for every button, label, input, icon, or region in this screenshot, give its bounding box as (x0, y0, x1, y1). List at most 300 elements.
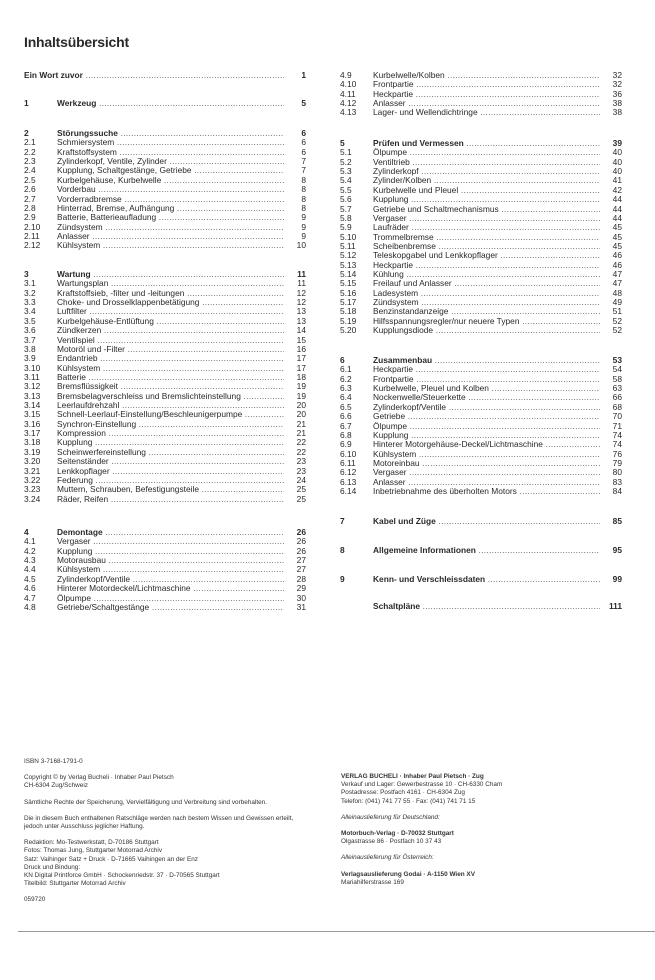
toc-entry-title: Leerlaufdrehzahl ..... (57, 401, 284, 410)
toc-entry[interactable] (340, 326, 622, 335)
toc-entry-number: 2.4 (24, 165, 36, 176)
toc-chapter-entry[interactable] (340, 356, 622, 365)
toc-entry-title: Federung ..... (57, 476, 284, 485)
toc-entry-title: Kraftstoffsystem ..... (57, 148, 284, 157)
toc-entry-page: 32 (612, 70, 622, 80)
toc-entry-number: 6.10 (340, 448, 357, 459)
toc-entry[interactable] (340, 108, 622, 117)
toc-entry[interactable] (24, 401, 306, 410)
toc-entry[interactable] (340, 148, 622, 157)
toc-entry-number: 5.16 (340, 287, 357, 298)
toc-entry-page: 79 (612, 457, 622, 468)
toc-entry-page: 24 (296, 474, 306, 485)
toc-entry-title: Motoreinbau ..... (373, 459, 600, 468)
toc-entry-page: 25 (296, 484, 306, 495)
toc-entry[interactable] (340, 186, 622, 195)
toc-entry-title: Zylinderkopf, Ventile, Zylinder ..... (57, 157, 284, 166)
toc-entry-number: 5.19 (340, 315, 357, 326)
toc-entry-number: 4 (24, 527, 29, 537)
toc-entry-title: Kupplung ..... (57, 547, 284, 556)
toc-entry-number: 3.21 (24, 465, 41, 476)
toc-entry[interactable] (24, 448, 306, 457)
toc-entry-title: Ein Wort zuvor ..... (24, 71, 284, 80)
toc-entry-page: 13 (296, 306, 306, 317)
toc-entry-title: Anlasser ..... (373, 99, 600, 108)
toc-entry-title: Kupplungsdiode ..... (373, 326, 600, 335)
toc-entry-title: Batterie ..... (57, 373, 284, 382)
toc-entry-title: Synchron-Einstellung ..... (57, 420, 284, 429)
toc-entry[interactable] (340, 422, 622, 431)
toc-entry-page: 16 (296, 343, 306, 354)
toc-entry[interactable] (340, 158, 622, 167)
toc-entry-title: Laufräder ..... (373, 223, 600, 232)
toc-entry-title: Ölpumpe ..... (57, 594, 284, 603)
toc-entry-number: 5.14 (340, 269, 357, 280)
toc-entry-number: 2.7 (24, 193, 36, 204)
toc-entry-number: 4.13 (340, 107, 357, 118)
toc-entry-title: Zylinderkopf ..... (373, 167, 600, 176)
toc-chapter-entry[interactable] (24, 129, 306, 138)
toc-entry-page: 95 (612, 545, 622, 555)
toc-section (340, 517, 622, 526)
toc-entry-title: Luftfilter ..... (57, 307, 284, 316)
toc-entry[interactable] (24, 594, 306, 603)
toc-entry[interactable] (24, 547, 306, 556)
toc-section (340, 356, 622, 496)
toc-entry[interactable] (340, 167, 622, 176)
toc-entry-page: 10 (296, 240, 306, 251)
toc-section (340, 546, 622, 555)
toc-entry-number: 3.8 (24, 343, 36, 354)
toc-entry-title: Ölpumpe ..... (373, 148, 600, 157)
toc-entry-number: 4.12 (340, 98, 357, 109)
toc-entry-title: Ventiltrieb ..... (373, 158, 600, 167)
toc-entry[interactable] (24, 326, 306, 335)
toc-entry-page: 8 (301, 174, 306, 185)
toc-entry-title: Kupplung ..... (57, 438, 284, 447)
toc-entry[interactable] (24, 241, 306, 250)
toc-entry-page: 7 (301, 165, 306, 176)
toc-entry[interactable] (24, 195, 306, 204)
toc-entry[interactable] (24, 565, 306, 574)
toc-chapter-entry[interactable] (340, 139, 622, 148)
toc-entry-number: 3.11 (24, 371, 40, 382)
toc-entry-title: Heckpartie ..... (373, 365, 600, 374)
toc-entry-title: Vergaser ..... (373, 214, 600, 223)
copyright-line: Copyright © by Verlag Bucheli · Inhaber Paul Pietsch (24, 774, 174, 782)
toc-entry-title: Inbetriebnahme des überholten Motors ..... (373, 487, 600, 496)
toc-entry-number: 3.7 (24, 334, 36, 345)
toc-section (24, 99, 306, 108)
isbn: ISBN 3-7168-1791-0 (24, 758, 83, 765)
toc-entry-number: 4.10 (340, 79, 357, 90)
toc-section (24, 71, 306, 80)
toc-entry[interactable] (24, 556, 306, 565)
toc-entry-page: 23 (296, 465, 306, 476)
toc-entry-page: 45 (612, 222, 622, 233)
toc-entry-number: 6.9 (340, 439, 352, 450)
imprint-right (341, 773, 641, 887)
toc-entry[interactable] (340, 375, 622, 384)
toc-entry-page: 27 (296, 564, 306, 575)
toc-entry-title: Kraftstoffsieb, -filter und -leitungen ..... (57, 289, 284, 298)
toc-entry-number: 3.14 (24, 400, 41, 411)
toc-entry-page: 12 (296, 297, 306, 308)
toc-entry-title: Hilfsspannungsregler/nur neuere Typen ..... (373, 317, 600, 326)
toc-entry-number: 3.17 (24, 428, 41, 439)
toc-entry-number: 4.1 (24, 536, 36, 547)
imprint-left (24, 758, 304, 905)
toc-entry-page: 83 (612, 476, 622, 487)
toc-section (340, 575, 622, 584)
toc-entry[interactable] (24, 467, 306, 476)
toc-entry-number: 3.2 (24, 287, 36, 298)
toc-entry-number: 5.8 (340, 212, 352, 223)
toc-entry-title: Werkzeug ..... (57, 99, 284, 108)
toc-entry[interactable] (340, 393, 622, 402)
toc-entry-title: Lager- und Wellendichtringe ..... (373, 108, 600, 117)
toc-entry-page: 49 (612, 297, 622, 308)
toc-entry[interactable] (340, 99, 622, 108)
print-code: 059720 (24, 896, 46, 904)
toc-entry-number: 3.13 (24, 390, 41, 401)
toc-entry-title: Ventilspiel ..... (57, 336, 284, 345)
toc-entry-number: 3.3 (24, 297, 36, 308)
toc-entry-page: 14 (296, 325, 306, 336)
toc-entry-page: 32 (612, 79, 622, 90)
toc-entry-number: 6.6 (340, 411, 352, 422)
toc-entry-title: Nockenwelle/Steuerkette ..... (373, 393, 600, 402)
toc-entry-number: 6.4 (340, 392, 352, 403)
toc-entry[interactable] (24, 223, 306, 232)
toc-entry-page: 19 (296, 381, 306, 392)
toc-entry[interactable] (24, 364, 306, 373)
toc-entry-title: Vorderradbremse ..... (57, 195, 284, 204)
toc-entry-number: 2.1 (24, 137, 36, 148)
toc-entry-number: 2.12 (24, 240, 41, 251)
toc-chapter-entry[interactable] (24, 528, 306, 537)
toc-entry-number: 3.4 (24, 306, 36, 317)
toc-entry[interactable] (340, 440, 622, 449)
toc-entry-page: 70 (612, 411, 622, 422)
toc-chapter-entry[interactable] (24, 270, 306, 279)
toc-entry[interactable] (24, 185, 306, 194)
toc-entry-page: 20 (296, 409, 306, 420)
toc-entry[interactable] (24, 176, 306, 185)
toc-entry-title: Zylinderkopf/Ventile ..... (373, 403, 600, 412)
toc-entry-number: 2.3 (24, 156, 36, 167)
toc-entry-title: Kurbelwelle/Kolben ..... (373, 71, 600, 80)
toc-entry-page: 66 (612, 392, 622, 403)
toc-entry-page: 39 (612, 138, 622, 148)
toc-entry-page: 40 (612, 166, 622, 177)
toc-entry[interactable] (24, 317, 306, 326)
toc-entry-page: 52 (612, 325, 622, 336)
toc-entry-number: 2.2 (24, 146, 36, 157)
toc-entry-page: 74 (612, 429, 622, 440)
toc-entry-number: 2.8 (24, 202, 36, 213)
toc-chapter-entry[interactable] (340, 602, 622, 611)
toc-entry-page: 26 (296, 545, 306, 556)
toc-entry[interactable] (24, 457, 306, 466)
toc-entry-title: Bremsflüssigkeit ..... (57, 382, 284, 391)
toc-entry[interactable] (340, 279, 622, 288)
toc-entry-title: Getriebe ..... (373, 412, 600, 421)
toc-entry-page: 40 (612, 147, 622, 158)
toc-entry[interactable] (340, 307, 622, 316)
toc-entry[interactable] (340, 233, 622, 242)
toc-entry-page: 71 (612, 420, 622, 431)
toc-entry-title: Wartung ..... (57, 270, 284, 279)
toc-entry-title: Freilauf und Anlasser ..... (373, 279, 600, 288)
toc-entry[interactable] (24, 138, 306, 147)
toc-entry-number: 5.20 (340, 325, 357, 336)
toc-entry[interactable] (24, 603, 306, 612)
toc-entry[interactable] (340, 403, 622, 412)
toc-entry-number: 5.6 (340, 194, 352, 205)
toc-entry-page: 44 (612, 212, 622, 223)
toc-entry[interactable] (340, 365, 622, 374)
toc-entry[interactable] (24, 279, 306, 288)
toc-entry-number: 2.11 (24, 230, 40, 241)
toc-entry-number: 2.9 (24, 212, 36, 223)
toc-entry-number: 4.2 (24, 545, 36, 556)
toc-entry-page: 13 (296, 315, 306, 326)
toc-entry-title: Vorderbau ..... (57, 185, 284, 194)
toc-entry-page: 17 (296, 353, 306, 364)
toc-entry[interactable] (24, 429, 306, 438)
toc-entry[interactable] (24, 373, 306, 382)
toc-entry-page: 51 (612, 306, 622, 317)
toc-entry[interactable] (24, 438, 306, 447)
toc-entry-title: Kenn- und Verschleissdaten ..... (373, 575, 600, 584)
toc-entry-number: 5.3 (340, 166, 352, 177)
toc-entry-title: Getriebe/Schaltgestänge ..... (57, 603, 284, 612)
toc-entry[interactable] (24, 495, 306, 504)
toc-chapter-entry[interactable] (340, 517, 622, 526)
publisher-postal: Postadresse: Postfach 4161 · CH-6304 Zug (341, 789, 465, 797)
toc-entry-number: 3.9 (24, 353, 36, 364)
toc-entry-page: 22 (296, 437, 306, 448)
toc-entry[interactable] (24, 157, 306, 166)
austria-distributor: Verlagsauslieferung Godai · A-1150 Wien XV (341, 870, 475, 878)
toc-entry[interactable] (24, 476, 306, 485)
toc-entry-number: 3.23 (24, 484, 41, 495)
toc-entry[interactable] (340, 251, 622, 260)
toc-entry-number: 4.6 (24, 583, 36, 594)
credit-line: KN Digital Printforce GmbH · Schockenriedstr. 37 · D-70565 Stuttgart (24, 872, 220, 880)
toc-entry-page: 26 (296, 527, 306, 537)
toc-entry-page: 74 (612, 439, 622, 450)
toc-entry[interactable] (24, 307, 306, 316)
toc-entry[interactable] (24, 204, 306, 213)
toc-entry-title: Kühlsystem ..... (373, 450, 600, 459)
toc-entry-number: 3.20 (24, 456, 41, 467)
toc-entry[interactable] (24, 232, 306, 241)
toc-entry-number: 5.1 (340, 147, 352, 158)
toc-entry-number: 4.11 (340, 88, 356, 99)
toc-entry-page: 68 (612, 401, 622, 412)
toc-entry-page: 53 (612, 355, 622, 365)
toc-chapter-entry[interactable] (24, 71, 306, 80)
toc-entry[interactable] (24, 485, 306, 494)
toc-entry-title: Zusammenbau ..... (373, 356, 600, 365)
toc-entry-page: 99 (612, 574, 622, 584)
toc-entry-number: 3 (24, 269, 29, 279)
toc-entry-page: 38 (612, 98, 622, 109)
toc-entry[interactable] (24, 354, 306, 363)
bottom-divider (18, 931, 655, 932)
toc-entry-title: Choke- und Drosselklappenbetätigung ..... (57, 298, 284, 307)
toc-entry[interactable] (24, 382, 306, 391)
toc-entry-title: Kabel und Züge ..... (373, 517, 600, 526)
toc-entry-number: 5.11 (340, 240, 356, 251)
toc-entry[interactable] (24, 392, 306, 401)
toc-entry-number: 3.15 (24, 409, 41, 420)
toc-entry-title: Frontpartie ..... (373, 80, 600, 89)
toc-entry-title: Hinterrad, Bremse, Aufhängung ..... (57, 204, 284, 213)
publisher-address: Verkauf und Lager: Gewerbestrasse 10 · CH-6330 Cham (341, 781, 503, 789)
toc-entry-number: 4.3 (24, 555, 36, 566)
toc-entry-page: 45 (612, 240, 622, 251)
toc-entry[interactable] (340, 223, 622, 232)
toc-entry-page: 44 (612, 203, 622, 214)
toc-entry-number: 5.4 (340, 175, 352, 186)
toc-entry-number: 6.5 (340, 401, 352, 412)
toc-entry[interactable] (340, 317, 622, 326)
toc-entry-page: 9 (301, 221, 306, 232)
toc-entry-number: 6 (340, 355, 345, 365)
toc-entry-page: 6 (301, 137, 306, 148)
toc-entry[interactable] (340, 195, 622, 204)
toc-entry-number: 6.11 (340, 457, 356, 468)
toc-entry[interactable] (340, 412, 622, 421)
toc-entry-title: Schaltpläne ..... (373, 602, 600, 611)
toc-entry[interactable] (340, 431, 622, 440)
disclaimer-line-1: Die in diesem Buch enthaltenen Ratschläge werden nach bestem Wissen und Gewissen erteilt, (24, 814, 294, 822)
toc-entry[interactable] (340, 214, 622, 223)
toc-chapter-entry[interactable] (340, 575, 622, 584)
toc-entry-page: 76 (612, 448, 622, 459)
toc-entry-number: 5.15 (340, 278, 357, 289)
toc-entry-title: Ladesystem ..... (373, 289, 600, 298)
toc-entry-page: 11 (297, 278, 306, 289)
toc-entry-page: 44 (612, 194, 622, 205)
toc-entry[interactable] (340, 478, 622, 487)
toc-entry[interactable] (24, 410, 306, 419)
toc-entry[interactable] (340, 176, 622, 185)
toc-entry[interactable] (340, 261, 622, 270)
toc-entry-page: 58 (612, 373, 622, 384)
toc-entry[interactable] (24, 213, 306, 222)
toc-entry[interactable] (340, 384, 622, 393)
toc-entry-title: Kühlsystem ..... (57, 364, 284, 373)
toc-entry-page: 21 (296, 418, 306, 429)
toc-entry[interactable] (24, 336, 306, 345)
toc-entry[interactable] (340, 468, 622, 477)
toc-entry-title: Zündkerzen ..... (57, 326, 284, 335)
toc-chapter-entry[interactable] (340, 546, 622, 555)
toc-entry-number: 5.7 (340, 203, 352, 214)
toc-entry-page: 8 (301, 193, 306, 204)
toc-entry-page: 7 (301, 156, 306, 167)
toc-entry[interactable] (340, 450, 622, 459)
toc-entry-number: 4.9 (340, 70, 352, 80)
toc-entry[interactable] (24, 166, 306, 175)
toc-entry-number: 5.17 (340, 297, 357, 308)
toc-entry[interactable] (340, 298, 622, 307)
toc-entry[interactable] (24, 537, 306, 546)
toc-entry-page: 22 (296, 446, 306, 457)
toc-entry-page: 15 (296, 334, 306, 345)
toc-entry[interactable] (340, 487, 622, 496)
toc-entry-page: 54 (612, 364, 622, 375)
toc-entry-page: 5 (301, 98, 306, 108)
toc-entry-number: 5.9 (340, 222, 352, 233)
toc-entry-page: 47 (612, 278, 622, 289)
credit-line: Redaktion: Mo-Testwerkstatt, D-70186 Stuttgart (24, 839, 159, 847)
toc-entry[interactable] (24, 584, 306, 593)
toc-entry-title: Allgemeine Informationen ..... (373, 546, 600, 555)
toc-entry-number: 4.7 (24, 592, 36, 603)
toc-entry-page: 20 (296, 400, 306, 411)
toc-entry-number: 8 (340, 545, 345, 555)
toc-entry-title: Hinterer Motordeckel/Lichtmaschine ..... (57, 584, 284, 593)
toc-entry-number: 6.3 (340, 383, 352, 394)
toc-entry-page: 11 (297, 269, 306, 279)
germany-distribution-heading: Alleinauslieferung für Deutschland: (341, 813, 440, 821)
toc-entry-title: Kurbelwelle, Pleuel und Kolben ..... (373, 384, 600, 393)
toc-entry[interactable] (24, 345, 306, 354)
toc-entry-title: Scheinwerfereinstellung ..... (57, 448, 284, 457)
toc-entry[interactable] (24, 298, 306, 307)
toc-entry-page: 12 (296, 287, 306, 298)
toc-entry-page: 9 (301, 230, 306, 241)
toc-entry[interactable] (340, 270, 622, 279)
toc-entry-title: Vergaser ..... (57, 537, 284, 546)
toc-entry-title: Zylinderkopf/Ventile ..... (57, 575, 284, 584)
toc-entry-number: 6.1 (340, 364, 352, 375)
toc-section (340, 71, 622, 118)
credit-line: Fotos: Thomas Jung, Stuttgarter Motorrad Archiv (24, 847, 163, 855)
toc-entry-number: 3.5 (24, 315, 36, 326)
toc-entry[interactable] (24, 420, 306, 429)
toc-entry-page: 84 (612, 486, 622, 497)
toc-entry[interactable] (24, 148, 306, 157)
toc-entry-number: 6.2 (340, 373, 352, 384)
toc-entry-page: 8 (301, 202, 306, 213)
toc-entry-title: Schnell-Leerlauf-Einstellung/Beschleunigerpumpe ..... (57, 410, 284, 419)
toc-entry[interactable] (340, 80, 622, 89)
toc-section (24, 270, 306, 504)
toc-entry-page: 52 (612, 315, 622, 326)
toc-entry[interactable] (340, 205, 622, 214)
toc-entry[interactable] (340, 242, 622, 251)
toc-entry[interactable] (24, 575, 306, 584)
toc-entry-page: 80 (612, 467, 622, 478)
toc-entry[interactable] (340, 459, 622, 468)
toc-entry[interactable] (340, 289, 622, 298)
toc-entry[interactable] (340, 71, 622, 80)
toc-entry-page: 21 (296, 428, 306, 439)
toc-entry-page: 38 (612, 107, 622, 118)
toc-entry[interactable] (24, 289, 306, 298)
toc-chapter-entry[interactable] (24, 99, 306, 108)
page-title: Inhaltsübersicht (24, 34, 129, 50)
toc-entry[interactable] (340, 90, 622, 99)
toc-entry-page: 46 (612, 250, 622, 261)
toc-entry-number: 1 (24, 98, 29, 108)
